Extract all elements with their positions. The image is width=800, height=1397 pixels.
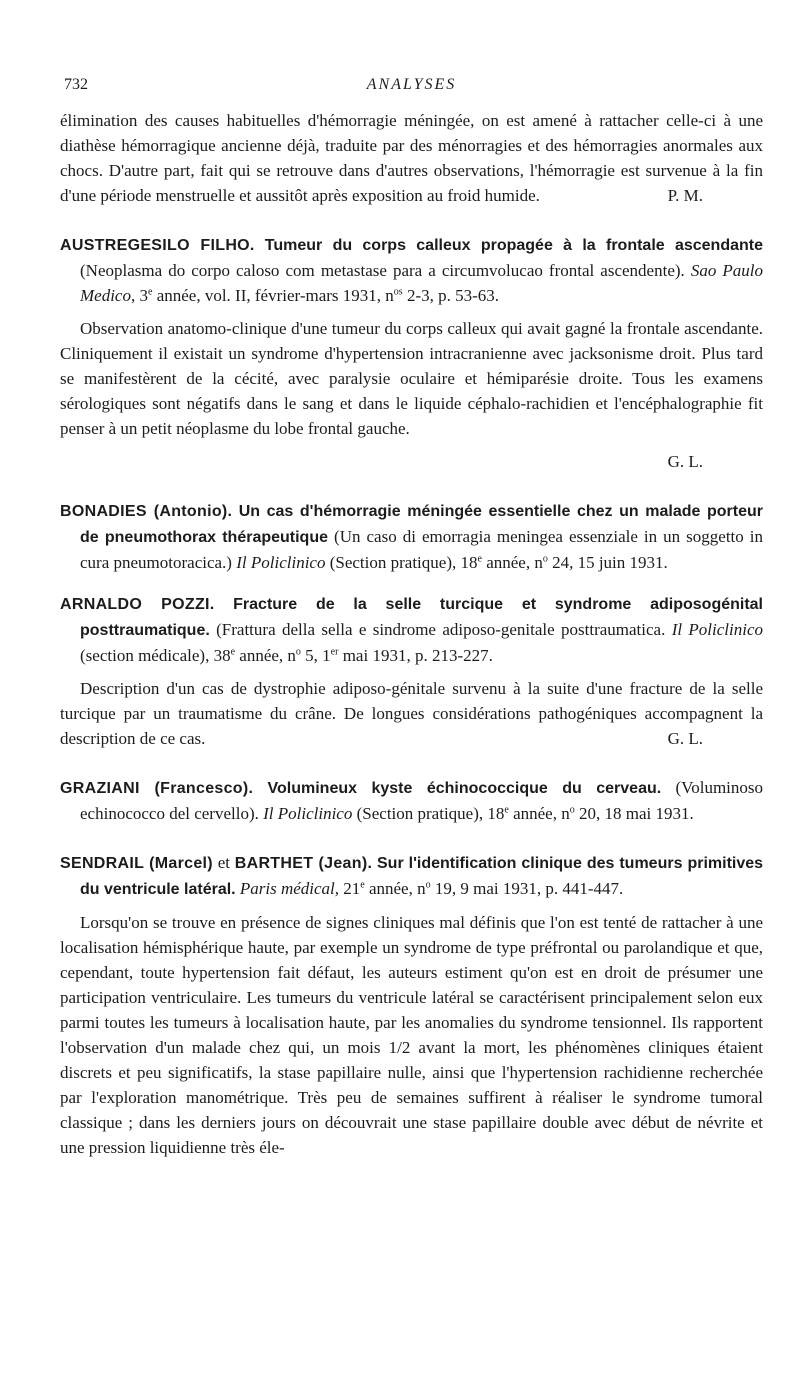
entry-author: SENDRAIL (Marcel) bbox=[60, 855, 213, 872]
ref-part: (Section pratique), 18 bbox=[329, 553, 478, 572]
entry-citation bbox=[60, 775, 763, 826]
ref-sup: e bbox=[147, 286, 153, 298]
entry-translation: (Neoplasma do corpo caloso com metastase para a circumvolucao frontal ascendente). bbox=[80, 261, 685, 280]
entry-citation bbox=[60, 591, 763, 668]
ref-part: année, n bbox=[481, 553, 543, 572]
entry-journal: Il Policlinico bbox=[671, 620, 764, 639]
ref-part: mai 1931, p. 213-227. bbox=[338, 646, 493, 665]
ref-part: (Section pratique), 18 bbox=[356, 804, 505, 823]
ref-part: 20, 18 mai 1931. bbox=[574, 804, 694, 823]
running-head bbox=[60, 70, 763, 100]
ref-part: 24, 15 juin 1931. bbox=[547, 553, 668, 572]
ref-part: année, vol. II, février-mars 1931, n bbox=[152, 286, 394, 305]
entry-author: AUSTREGESILO FILHO. bbox=[60, 237, 255, 254]
ref-sup: e bbox=[230, 646, 236, 658]
entry-bonadies bbox=[60, 498, 763, 575]
ref-sup: e bbox=[360, 879, 365, 891]
entry-sendrail bbox=[60, 850, 763, 1160]
running-title: ANALYSES bbox=[366, 76, 457, 93]
entry-body-text: Description d'un cas de dystrophie adiposo-génitale survenu à la suite d'une fracture de la selle turcique par un traumatisme du crâne. De longues considérations pathogéniques accompagnent la description de ce cas. bbox=[60, 679, 763, 748]
ref-part: 3 bbox=[139, 286, 148, 305]
entry-body bbox=[60, 676, 763, 751]
intro-paragraph bbox=[60, 108, 763, 208]
entry-journal: Sao Paulo Medico, bbox=[80, 261, 764, 305]
entry-title: Tumeur du corps calleux propagée à la frontale ascendante bbox=[264, 237, 763, 254]
ref-part: année, n bbox=[235, 646, 296, 665]
intro-signature: P. M. bbox=[667, 186, 703, 205]
ref-sup: o bbox=[569, 804, 575, 816]
page-number: 732 bbox=[64, 76, 88, 93]
entry-author: GRAZIANI (Francesco). bbox=[60, 780, 254, 797]
author-join: et bbox=[212, 853, 235, 872]
entry-author-2: BARTHET (Jean). bbox=[234, 855, 373, 872]
ref-sup: o bbox=[295, 646, 301, 658]
entry-graziani bbox=[60, 775, 763, 826]
entry-citation bbox=[60, 232, 763, 308]
entry-author: BONADIES (Antonio). bbox=[60, 503, 233, 520]
ref-part: 5, 1 bbox=[300, 646, 331, 665]
intro-section bbox=[60, 108, 763, 208]
entry-translation: (Voluminoso echinococco del cervello). bbox=[80, 778, 764, 823]
entry-citation bbox=[60, 498, 763, 575]
entry-title: Un cas d'hémorragie méningée essentielle chez un malade porteur de pneumothorax thérapeutique bbox=[80, 503, 764, 546]
entry-title: Volumineux kyste échinococcique du cerveau. bbox=[267, 780, 662, 797]
entry-journal: Il Policlinico bbox=[236, 553, 326, 572]
entry-citation bbox=[60, 850, 763, 902]
entry-journal: Paris médical, bbox=[239, 879, 340, 898]
entry-body: Observation anatomo-clinique d'une tumeur du corps calleux qui avait gagné la frontale ascendante. Cliniquement il existait un syndrome d'hypertension intracranienne avec jacksonisme droit. Plus tard se manifestèrent de la cécité, avec paralysie oculaire et hémiparésie droite. Tous les examens sérologiques sont négatifs dans le sang et dans le liquide céphalo-rachidien et l'encéphalographie fit penser à un petit néoplasme du lobe frontal gauche. bbox=[60, 319, 763, 438]
ref-part: 19, 9 mai 1931, p. 441-447. bbox=[430, 879, 624, 898]
ref-part: 21 bbox=[339, 879, 361, 898]
ref-part: 2-3, p. 53-63. bbox=[402, 286, 500, 305]
entry-austregesilo bbox=[60, 232, 763, 474]
entry-signature: G. L. bbox=[667, 452, 703, 471]
ref-part: année, n bbox=[364, 879, 426, 898]
ref-part: (section médicale), 38 bbox=[80, 646, 231, 665]
entry-translation: (Un caso di emorragia meningea essenziale in un soggetto in cura pneumotoracica.) bbox=[80, 527, 764, 572]
ref-sup: o bbox=[542, 553, 548, 565]
entry-author: ARNALDO POZZI. bbox=[60, 596, 215, 613]
ref-sup: er bbox=[330, 646, 339, 658]
ref-sup: o bbox=[425, 879, 431, 891]
entry-journal: Il Policlinico bbox=[263, 804, 353, 823]
ref-sup: e bbox=[504, 804, 509, 816]
page bbox=[60, 70, 763, 1160]
entry-title: Fracture de la selle turcique et syndrome adiposogénital posttraumatique. bbox=[80, 596, 763, 639]
entry-body: Lorsqu'on se trouve en présence de signes cliniques mal définis que l'on est tenté de rattacher à une localisation hémisphérique haute, par exemple un syndrome de type préfrontal ou parolandique et que, cependant, toute hypertension fait défaut, les auteurs estiment qu'on est en droit de présumer une participation ventriculaire. Les tumeurs du ventricule latéral se caractérisent principalement selon eux parmi toutes les tumeurs à localisation haute, par les anomalies du syndrome tensionnel. Ils rapportent l'observation d'un malade chez qui, un mois 1/2 avant la mort, les phénomènes cliniques étaient discrets et peu significatifs, la stase papillaire nulle, ainsi que l'hypertension rachidienne recherchée par l'exploration manométrique. Très peu de semaines suffirent à réaliser le syndrome tumoral classique ; dans les derniers jours on découvrait une stase papillaire double avec début de névrite et une pression liquidienne très éle- bbox=[60, 913, 763, 1157]
entry-pozzi bbox=[60, 591, 763, 751]
ref-sup: os bbox=[393, 286, 403, 298]
intro-text: élimination des causes habituelles d'hémorragie méningée, on est amené à rattacher celle-ci à une diathèse hémorragique ancienne déjà, traduite par des ménorragies et des hémorragies anormales aux chocs. D'autre part, fait qui se retrouve dans d'autres observations, l'hémorragie est survenue à la fin d'une période menstruelle et aussitôt après exposition au froid humide. bbox=[60, 111, 763, 205]
entry-signature: G. L. bbox=[667, 729, 703, 748]
entry-title: Sur l'identification clinique des tumeurs primitives du ventricule latéral. bbox=[80, 855, 764, 898]
ref-part: année, n bbox=[508, 804, 570, 823]
ref-sup: e bbox=[477, 553, 482, 565]
entry-translation: (Frattura della sella e sindrome adiposo-genitale posttraumatica. bbox=[216, 620, 666, 639]
